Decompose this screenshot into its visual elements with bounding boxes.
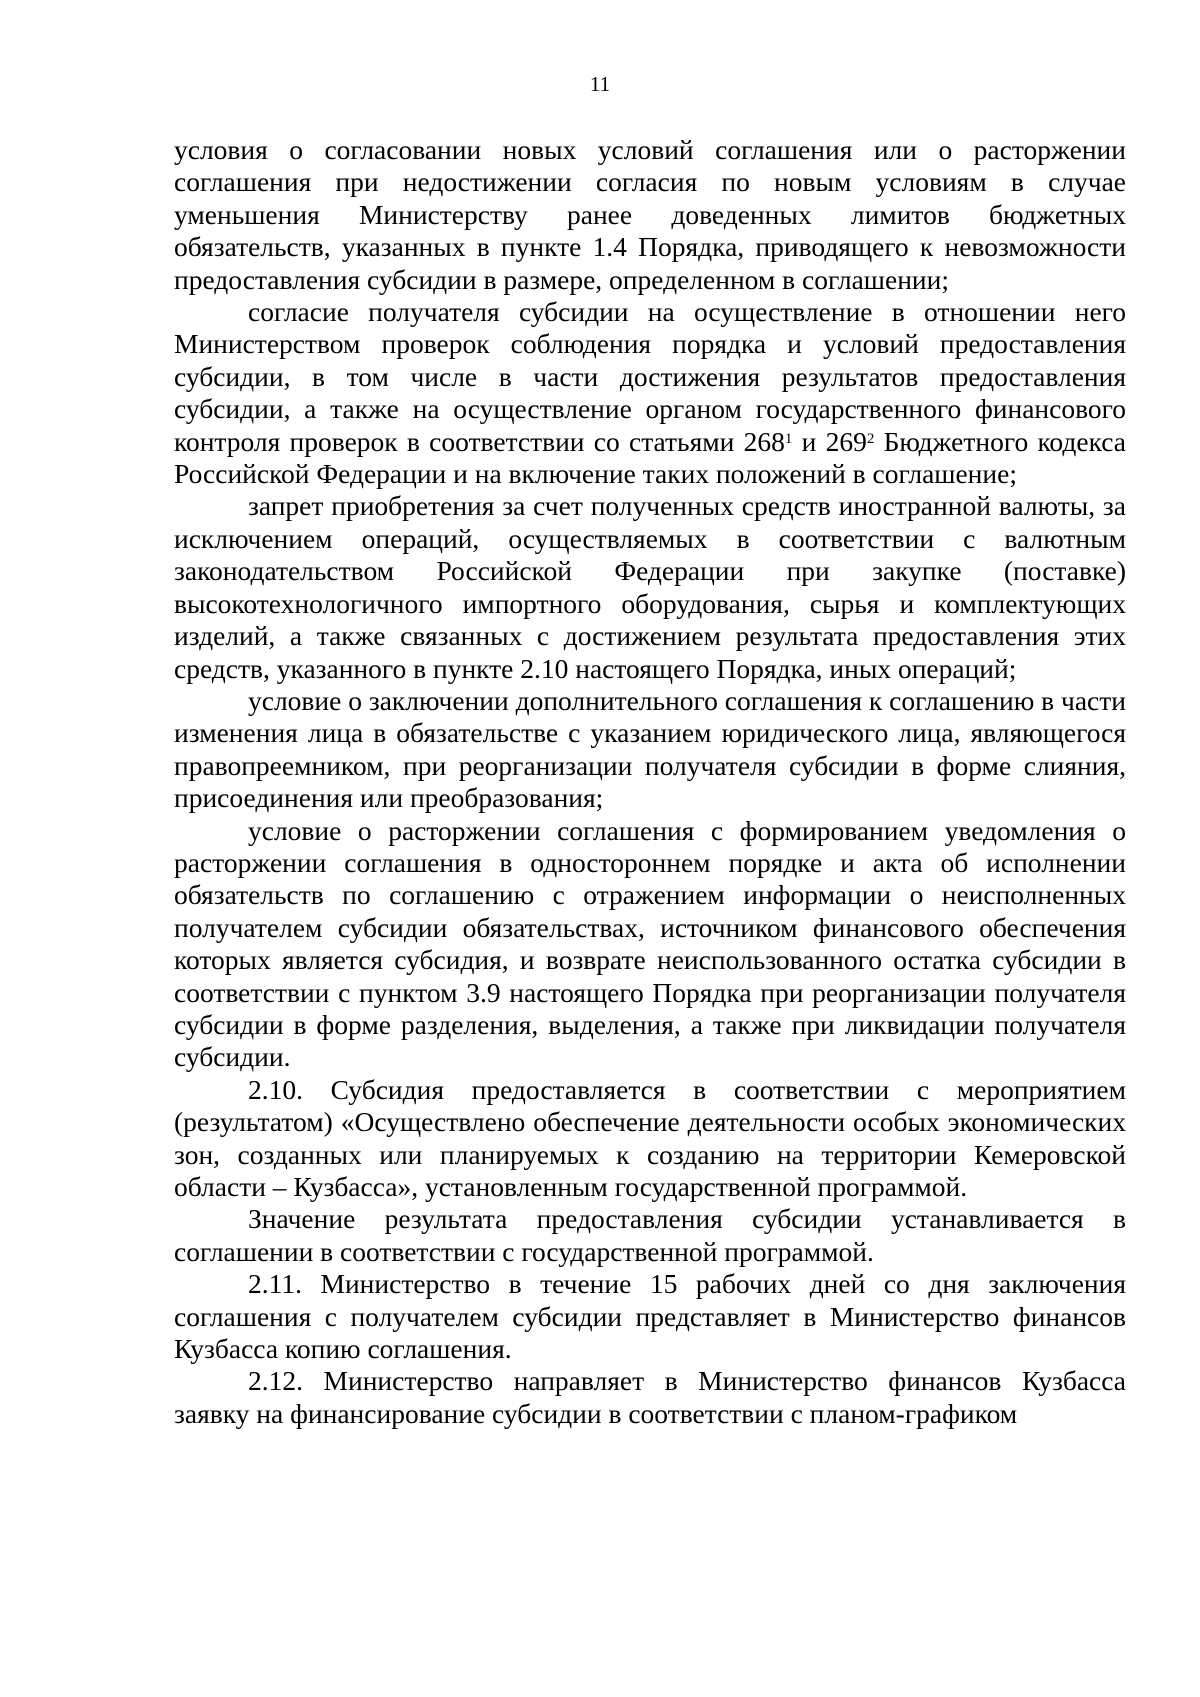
paragraph-consent-text-3: Бюджетного кодекса Российской Федерации и на включение таких положений в соглашение; [174,425,1127,490]
paragraph-termination: условие о расторжении соглашения с формированием уведомления о расторжении соглашения в одностороннем порядке и акта об исполнении обязательств по соглашению с отражением информации о неисполненных получателем субсидии обязательствах, источником финансового обеспечения которых является субсидия, и возврате неиспользованного остатка субсидии в соответствии с пунктом 3.9 настоящего Порядка при реорганизации получателя субсидии в форме разделения, выделения, а также при ликвидации получателя субсидии. [174,814,1126,1073]
paragraph-consent-text-1: согласие получателя субсидии на осуществление в отношении него Министерством проверок соблюдения порядка и условий предоставления субсидии, в том числе в части достижения результатов предоставления субсидии, а также на осуществление органом государственного финансового контроля проверок в соответствии со статьями 268 [174,296,1126,457]
page-number: 11 [589,72,611,96]
paragraph-result-value: Значение результата предоставления субсидии устанавливается в соглашении в соответствии с государственной программой. [174,1203,1126,1267]
paragraph-consent-text-2: и 269 [792,425,867,457]
superscript-2: 2 [866,430,875,447]
paragraph-consent-inspections [174,296,1126,490]
paragraph-currency-ban: запрет приобретения за счет полученных средств иностранной валюты, за исключением операций, осуществляемых в соответствии с валютным законодательством Российской Федерации при закупке (поставке) высокотехнологичного импортного оборудования, сырья и комплектующих изделий, а также связанных с достижением результата предоставления этих средств, указанного в пункте 2.10 настоящего Порядка, иных операций; [174,490,1126,684]
paragraph-additional-agreement: условие о заключении дополнительного соглашения к соглашению в части изменения лица в обязательстве с указанием юридического лица, являющегося правопреемником, при реорганизации получателя субсидии в форме слияния, присоединения или преобразования; [174,684,1126,814]
paragraph-2-12: 2.12. Министерство направляет в Министерство финансов Кузбасса заявку на финансирование субсидии в соответствии с планом-графиком [174,1365,1126,1429]
paragraph-conditions-renegotiation: условия о согласовании новых условий соглашения или о расторжении соглашения при недостижении согласия по новым условиям в случае уменьшения Министерству ранее доведенных лимитов бюджетных обязательств, указанных в пункте 1.4 Порядка, приводящего к невозможности предоставления субсидии в размере, определенном в соглашении; [174,134,1126,295]
superscript-1: 1 [784,430,793,447]
paragraph-2-10: 2.10. Субсидия предоставляется в соответствии с мероприятием (результатом) «Осуществлено обеспечение деятельности особых экономических зон, созданных или планируемых к созданию на территории Кемеровской области – Кузбасса», установленным государственной программой. [174,1073,1126,1202]
document-body [174,134,1126,1430]
paragraph-2-11: 2.11. Министерство в течение 15 рабочих дней со дня заключения соглашения с получателем субсидии представляет в Министерство финансов Кузбасса копию соглашения. [174,1268,1126,1365]
